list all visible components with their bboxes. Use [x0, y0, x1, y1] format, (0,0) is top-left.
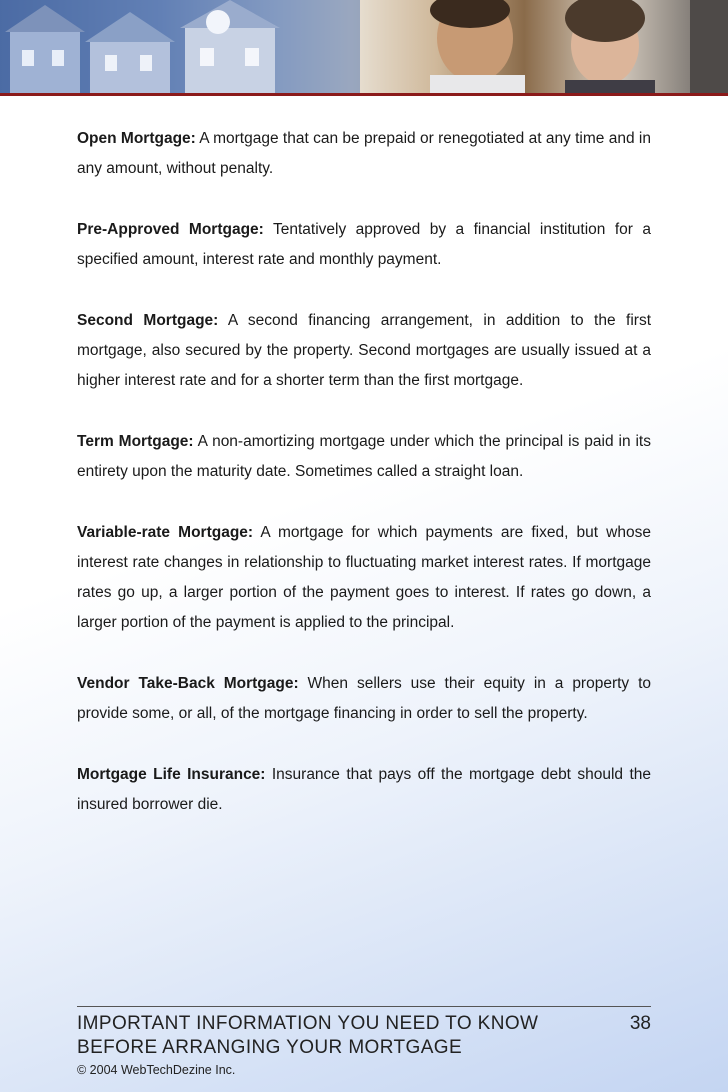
glossary-entry-variable-rate-mortgage: [77, 518, 651, 638]
footer-rule: [77, 1006, 651, 1007]
term-definition: Tentatively approved by a financial institution for a specified amount, interest rate and monthly payment.: [77, 221, 651, 268]
term-label: Open Mortgage:: [77, 130, 196, 147]
term-definition: A non-amortizing mortgage under which the principal is paid in its entirety upon the maturity date. Sometimes called a straight loan.: [77, 433, 651, 480]
term-definition: Insurance that pays off the mortgage debt should the insured borrower die.: [77, 766, 651, 813]
term-label: Mortgage Life Insurance:: [77, 766, 266, 783]
term-definition: When sellers use their equity in a property to provide some, or all, of the mortgage financing in order to sell the property.: [77, 675, 652, 722]
header-rule: [0, 93, 728, 96]
term-label: Vendor Take-Back Mortgage:: [77, 675, 299, 692]
houses-image: [0, 0, 360, 93]
term-label: Second Mortgage:: [77, 312, 219, 329]
term-definition: A second financing arrangement, in addition to the first mortgage, also secured by the property. Second mortgages are usually issued at a higher interest rate and for a shorter term than the first mortgage.: [77, 312, 651, 389]
glossary-list: [77, 124, 651, 851]
footer-title-line-2: BEFORE ARRANGING YOUR MORTGAGE: [77, 1037, 463, 1058]
term-label: Variable-rate Mortgage:: [77, 524, 254, 541]
term-label: Pre-Approved Mortgage:: [77, 221, 264, 238]
glossary-entry-second-mortgage: [77, 306, 651, 396]
glossary-entry-mortgage-life-insurance: [77, 760, 651, 820]
page-number: 38: [629, 1013, 651, 1034]
glossary-entry-open-mortgage: [77, 124, 651, 184]
term-label: Term Mortgage:: [77, 433, 194, 450]
copyright-notice: © 2004 WebTechDezine Inc.: [77, 1063, 236, 1077]
glossary-entry-term-mortgage: [77, 427, 651, 487]
term-definition: A mortgage for which payments are fixed, but whose interest rate changes in relationship to fluctuating market interest rates. If mortgage rates go up, a larger portion of the payment goes to interest. If rates go down, a larger portion of the payment is applied to the principal.: [77, 524, 651, 631]
header-banner-photo: [0, 0, 728, 93]
glossary-entry-pre-approved-mortgage: [77, 215, 651, 275]
footer-title-line-1: IMPORTANT INFORMATION YOU NEED TO KNOW: [77, 1013, 539, 1034]
glossary-entry-vendor-take-back-mortgage: [77, 669, 651, 729]
term-definition: A mortgage that can be prepaid or renegotiated at any time and in any amount, without penalty.: [77, 130, 651, 177]
people-image: [360, 0, 728, 93]
footer-title: [77, 1012, 547, 1060]
